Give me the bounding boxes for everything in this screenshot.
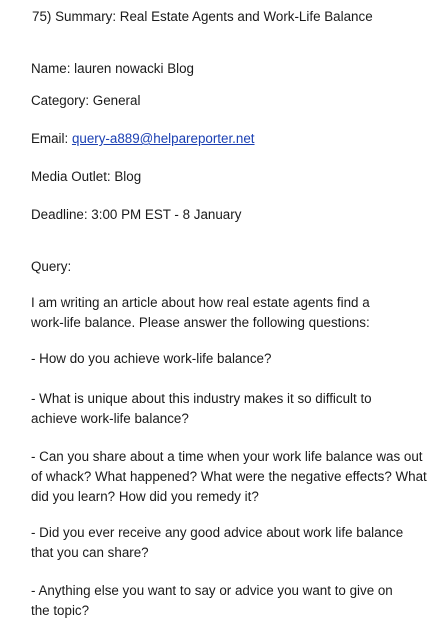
question-line: that you can share?: [31, 545, 149, 560]
question-line: - What is unique about this industry makes it so difficult to: [31, 391, 372, 406]
question-line: - Anything else you want to say or advice you want to give on: [31, 583, 393, 598]
question-line: - Did you ever receive any good advice about work life balance: [31, 525, 404, 540]
deadline-line: Deadline: 3:00 PM EST - 8 January: [31, 207, 242, 222]
email-link[interactable]: query-a889@helpareporter.net: [71, 131, 255, 146]
intro-line: work-life balance. Please answer the following questions:: [31, 315, 370, 330]
media-outlet-line: Media Outlet: Blog: [31, 169, 142, 184]
category-line: Category: General: [31, 93, 141, 108]
question-line: did you learn? How did you remedy it?: [31, 489, 259, 504]
query-label: Query:: [31, 259, 72, 274]
name-line: Name: lauren nowacki Blog: [31, 61, 195, 76]
intro-line: I am writing an article about how real estate agents find a: [31, 295, 370, 310]
query-summary-title: 75) Summary: Real Estate Agents and Work-Life Balance: [32, 9, 373, 24]
question-line: the topic?: [31, 603, 90, 618]
email-label: Email:: [31, 131, 72, 146]
email-line: [31, 129, 255, 149]
question-line: - Can you share about a time when your work life balance was out: [31, 449, 423, 464]
question-line: achieve work-life balance?: [31, 411, 189, 426]
question-line: of whack? What happened? What were the negative effects? What: [31, 469, 427, 484]
question-line: - How do you achieve work-life balance?: [31, 351, 272, 366]
